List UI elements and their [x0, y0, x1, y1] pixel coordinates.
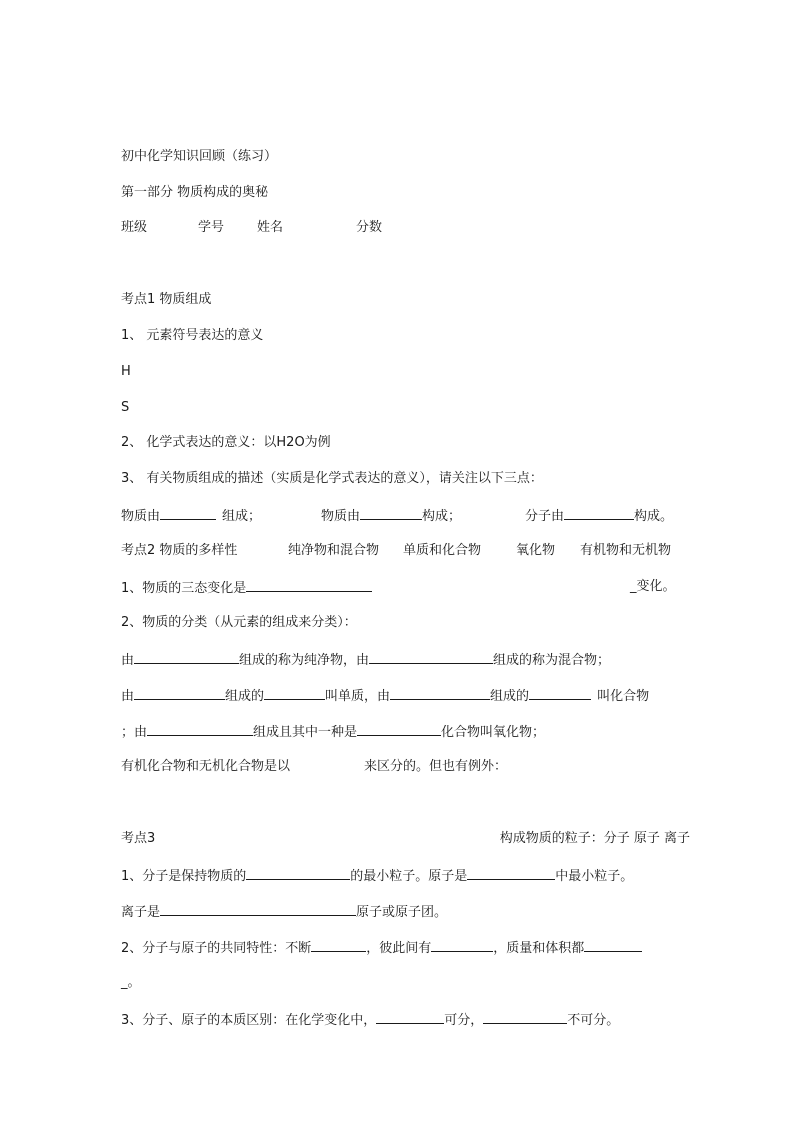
blank[interactable] — [360, 506, 422, 520]
blank[interactable] — [147, 722, 253, 736]
text: 物质由 — [121, 509, 161, 524]
common-properties-line — [121, 938, 642, 958]
question-1-2: 2、 化学式表达的意义：以H2O为例 — [121, 435, 331, 450]
classification-line-3 — [121, 722, 545, 742]
blank[interactable] — [529, 686, 591, 700]
text: 组成的 — [225, 689, 265, 704]
topic-organic: 有机物和无机物 — [580, 543, 672, 558]
blank[interactable] — [584, 938, 642, 952]
blank[interactable] — [246, 578, 372, 592]
blank[interactable] — [134, 650, 239, 664]
blank[interactable] — [483, 1010, 567, 1024]
text: 构成。 — [634, 509, 674, 524]
text: 不可分。 — [567, 1013, 620, 1028]
text: 原子或原子团。 — [356, 905, 448, 920]
text: 分子由 — [525, 509, 565, 524]
composition-line-2 — [321, 506, 461, 526]
text: 组成且其中一种是 — [253, 725, 358, 740]
section-2-heading: 考点2 物质的多样性 — [121, 543, 238, 558]
question-2-1 — [121, 578, 372, 598]
blank[interactable] — [160, 506, 216, 520]
blank[interactable] — [246, 866, 350, 880]
text: 化合物叫氧化物； — [441, 725, 546, 740]
composition-line — [121, 506, 261, 526]
name-label: 姓名 — [257, 220, 284, 235]
classification-line-1 — [121, 650, 610, 670]
text: 组成的称为纯净物，由 — [239, 653, 370, 668]
number-label: 学号 — [198, 220, 225, 235]
organic-line — [121, 758, 507, 776]
question-2-2: 2、物质的分类（从元素的组成来分类）： — [121, 615, 357, 630]
question-2-1-end: _变化。 — [630, 579, 676, 594]
question-1-1: 1、 元素符号表达的意义 — [121, 328, 264, 343]
blank[interactable] — [390, 686, 490, 700]
section-1-heading: 考点1 物质组成 — [121, 292, 212, 307]
symbol-s: S — [121, 400, 130, 415]
score-label: 分数 — [356, 220, 383, 235]
ion-line — [121, 902, 447, 922]
text: 可分， — [444, 1013, 484, 1028]
text: 的最小粒子。原子是 — [350, 869, 468, 884]
section-3-heading: 考点3 — [121, 831, 156, 846]
blank[interactable] — [134, 686, 225, 700]
text: 组成的 — [490, 689, 530, 704]
section-3-particles: 构成物质的粒子：分子 原子 离子 — [499, 831, 690, 846]
text: ，质量和体积都 — [493, 941, 585, 956]
text: 中最小粒子。 — [555, 869, 634, 884]
blank[interactable] — [376, 1010, 444, 1024]
text: 叫单质，由 — [325, 689, 391, 704]
text: 有机化合物和无机化合物是以 — [121, 759, 291, 774]
class-label: 班级 — [121, 220, 148, 235]
blank[interactable] — [467, 866, 555, 880]
blank[interactable] — [357, 722, 441, 736]
text: 由 — [121, 689, 135, 704]
topic-element-compound: 单质和化合物 — [403, 543, 482, 558]
title: 初中化学知识回顾（练习） — [121, 149, 278, 164]
difference-line — [121, 1010, 619, 1030]
part-heading: 第一部分 物质构成的奥秘 — [121, 185, 269, 200]
text: ，彼此间有 — [366, 941, 432, 956]
text: 组成； — [222, 509, 262, 524]
composition-line-3 — [525, 506, 673, 526]
text: 2、分子与原子的共同特性：不断 — [121, 941, 312, 956]
blank[interactable] — [431, 938, 493, 952]
blank[interactable] — [311, 938, 366, 952]
blank[interactable] — [369, 650, 493, 664]
text: 来区分的。但也有例外： — [364, 759, 508, 774]
question-1-3: 3、 有关物质组成的描述（实质是化学式表达的意义），请关注以下三点： — [121, 471, 543, 486]
text: 构成； — [422, 509, 462, 524]
text: 物质由 — [321, 509, 361, 524]
molecule-line — [121, 866, 633, 886]
blank[interactable] — [160, 902, 356, 916]
text: ；由 — [121, 725, 148, 740]
text: 1、分子是保持物质的 — [121, 869, 247, 884]
text: 组成的称为混合物； — [493, 653, 611, 668]
text: 离子是 — [121, 905, 161, 920]
text: 叫化合物 — [597, 689, 650, 704]
text: 由 — [121, 653, 135, 668]
text: 3、分子、原子的本质区别：在化学变化中， — [121, 1013, 377, 1028]
topic-pure-mixture: 纯净物和混合物 — [288, 543, 380, 558]
classification-line-2 — [121, 686, 649, 706]
common-properties-end: _。 — [121, 975, 141, 990]
symbol-h: H — [121, 364, 131, 379]
blank[interactable] — [564, 506, 634, 520]
text: 1、物质的三态变化是 — [121, 581, 247, 596]
topic-oxide: 氧化物 — [516, 543, 556, 558]
blank[interactable] — [264, 686, 325, 700]
